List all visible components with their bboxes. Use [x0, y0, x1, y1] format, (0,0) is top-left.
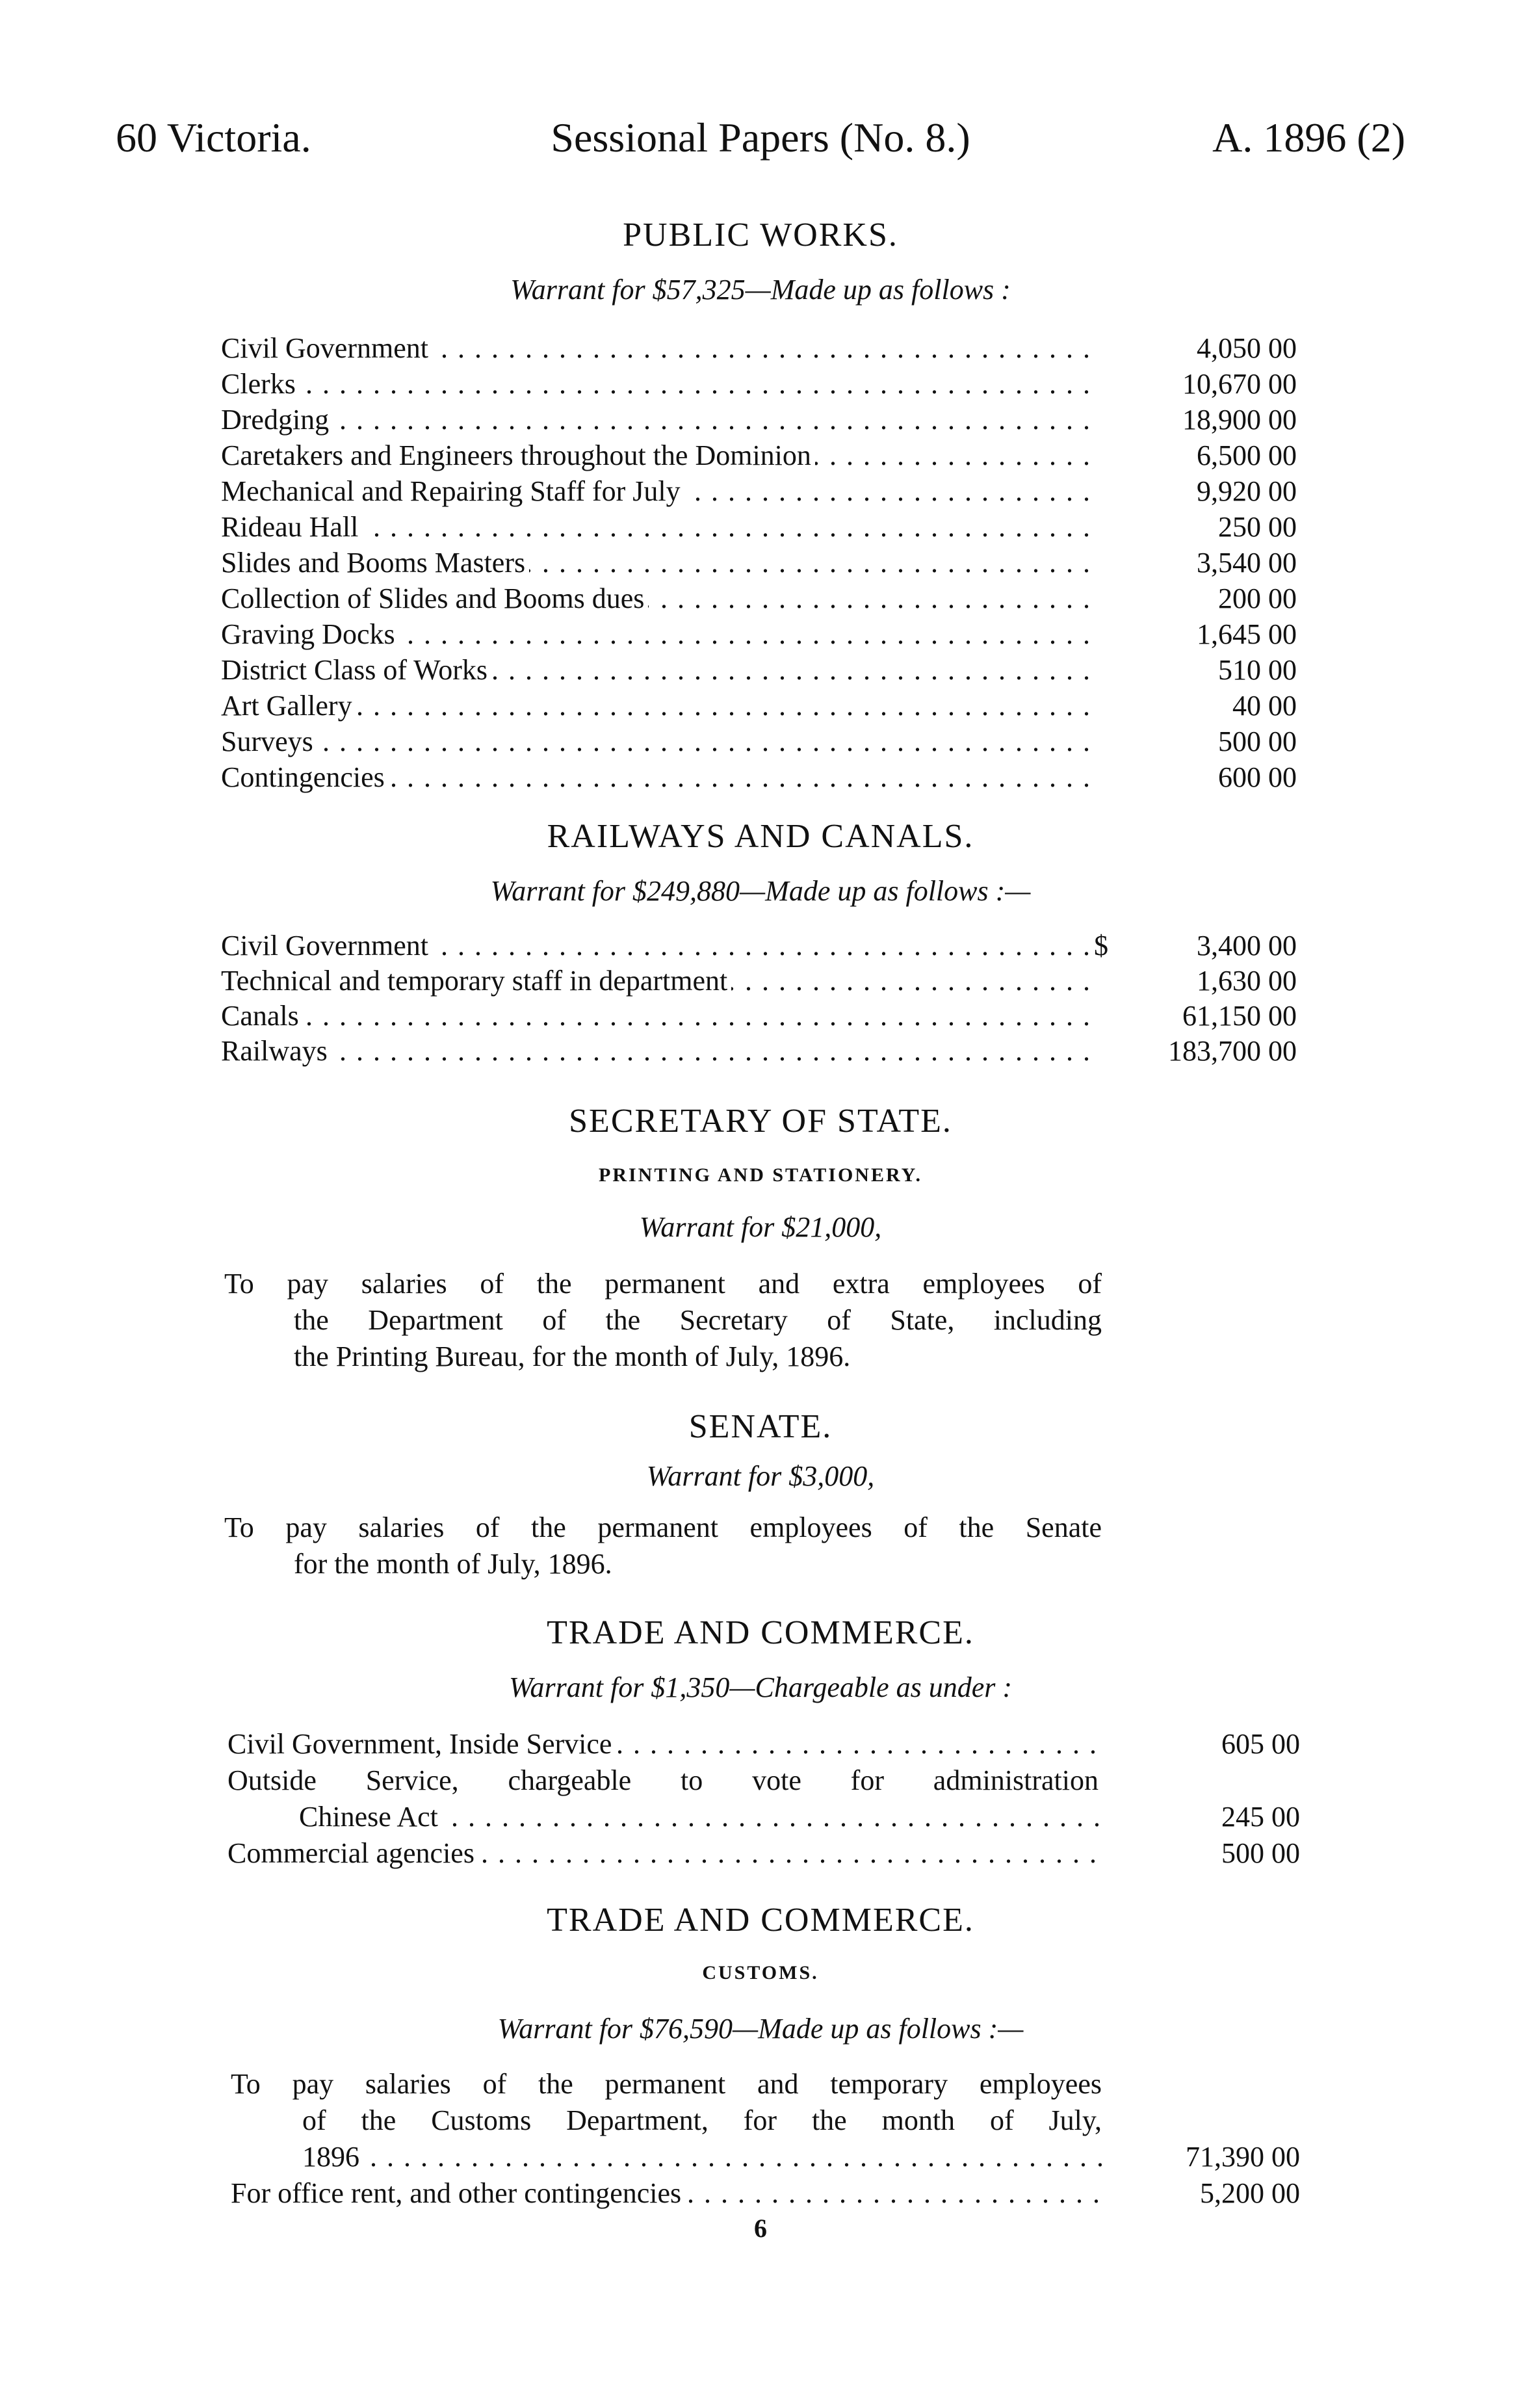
- item-amount: 600 00: [1218, 761, 1297, 793]
- customs-subtitle: CUSTOMS.: [702, 1962, 819, 1983]
- item-amount: 605 00: [1221, 1728, 1300, 1760]
- customs-item-line: To pay salaries of the permanent and temporary employees: [231, 2068, 1102, 2100]
- page-number: 6: [754, 2214, 767, 2243]
- secretary-line: To pay salaries of the permanent and extra employees of: [224, 1268, 1102, 1300]
- item-label: Civil Government: [221, 332, 432, 364]
- item-label: Commercial agencies: [228, 1837, 478, 1869]
- public-works-item: [0, 509, 1521, 545]
- customs-warrant: Warrant for $76,590—Made up as follows :—: [497, 2013, 1024, 2045]
- item-label: Art Gallery: [221, 690, 356, 722]
- public-works-item: [0, 759, 1521, 796]
- public-works-item: [0, 402, 1521, 438]
- header-publication: Sessional Papers (No. 8.): [551, 114, 970, 161]
- item-label: Contingencies: [221, 761, 389, 793]
- item-label: Caretakers and Engineers throughout the Dominion: [221, 439, 815, 471]
- item-amount: 1,645 00: [1197, 618, 1297, 650]
- item-amount: 510 00: [1218, 654, 1297, 686]
- railways-item: [0, 963, 1521, 999]
- item-amount: 183,700 00: [1168, 1035, 1297, 1067]
- item-label: Clerks: [221, 368, 300, 400]
- header-session: 60 Victoria.: [116, 114, 311, 161]
- item-label: Civil Government, Inside Service: [228, 1728, 616, 1760]
- item-amount: 61,150 00: [1182, 1000, 1297, 1032]
- item-label: Slides and Booms Masters: [221, 547, 529, 579]
- public-works-item: [0, 330, 1521, 367]
- item-label: District Class of Works: [221, 654, 491, 686]
- secretary-line: the Printing Bureau, for the month of July, 1896.: [294, 1341, 851, 1372]
- item-label: 1896: [302, 2141, 363, 2173]
- railways-item: [0, 928, 1521, 964]
- item-label: Graving Docks: [221, 618, 399, 650]
- railways-item: [0, 1033, 1521, 1069]
- item-amount: 250 00: [1218, 511, 1297, 543]
- item-label: Collection of Slides and Booms dues: [221, 582, 648, 614]
- secretary-warrant: Warrant for $21,000,: [639, 1211, 882, 1243]
- trade-commerce-item-line: Outside Service, chargeable to vote for administration: [228, 1764, 1098, 1796]
- senate-line: for the month of July, 1896.: [294, 1548, 612, 1580]
- item-amount: 9,920 00: [1197, 475, 1297, 507]
- trade-commerce-item: [0, 1726, 1521, 1762]
- railways-title: RAILWAYS AND CANALS.: [547, 818, 974, 855]
- item-amount: 18,900 00: [1182, 404, 1297, 436]
- header-year: A. 1896 (2): [1212, 114, 1405, 161]
- public-works-item: [0, 545, 1521, 581]
- item-amount: 200 00: [1218, 582, 1297, 614]
- public-works-item: [0, 724, 1521, 760]
- item-label: Civil Government: [221, 930, 432, 962]
- item-label: Technical and temporary staff in department: [221, 965, 731, 997]
- public-works-warrant: Warrant for $57,325—Made up as follows :: [510, 274, 1011, 306]
- trade-commerce-warrant: Warrant for $1,350—Chargeable as under :: [508, 1671, 1013, 1703]
- item-amount: 500 00: [1221, 1837, 1300, 1869]
- senate-warrant: Warrant for $3,000,: [646, 1460, 875, 1492]
- secretary-line: the Department of the Secretary of State, including: [294, 1304, 1102, 1336]
- public-works-item: [0, 688, 1521, 724]
- item-amount: 500 00: [1218, 726, 1297, 757]
- item-amount: 3,540 00: [1197, 547, 1297, 579]
- item-amount: 6,500 00: [1197, 439, 1297, 471]
- public-works-item: [0, 473, 1521, 510]
- item-label: Railways: [221, 1035, 332, 1067]
- item-label: Dredging: [221, 404, 333, 436]
- item-amount: 4,050 00: [1197, 332, 1297, 364]
- item-amount: 40 00: [1232, 690, 1297, 722]
- public-works-item: [0, 581, 1521, 617]
- item-label: Mechanical and Repairing Staff for July: [221, 475, 684, 507]
- public-works-item: [0, 652, 1521, 688]
- customs-item-line: of the Customs Department, for the month of July,: [302, 2104, 1102, 2136]
- item-amount: 10,670 00: [1182, 368, 1297, 400]
- secretary-title: SECRETARY OF STATE.: [569, 1103, 952, 1140]
- item-label: Canals: [221, 1000, 303, 1032]
- item-amount: 1,630 00: [1197, 965, 1297, 997]
- senate-title: SENATE.: [688, 1408, 833, 1445]
- railways-item: [0, 998, 1521, 1034]
- customs-title: TRADE AND COMMERCE.: [547, 1902, 974, 1939]
- item-label: Rideau Hall: [221, 511, 362, 543]
- public-works-title: PUBLIC WORKS.: [623, 216, 898, 254]
- public-works-item: [0, 438, 1521, 474]
- customs-item: [0, 2175, 1521, 2212]
- public-works-item: [0, 366, 1521, 402]
- item-amount: 5,200 00: [1200, 2177, 1300, 2209]
- public-works-item: [0, 616, 1521, 653]
- trade-commerce-title: TRADE AND COMMERCE.: [547, 1614, 974, 1651]
- senate-line: To pay salaries of the permanent employees of the Senate: [224, 1512, 1102, 1543]
- secretary-subtitle: PRINTING AND STATIONERY.: [599, 1164, 922, 1186]
- item-label: Chinese Act: [299, 1801, 442, 1833]
- item-label: Surveys: [221, 726, 317, 757]
- item-amount: 245 00: [1221, 1801, 1300, 1833]
- item-amount: 3,400 00: [1197, 930, 1297, 962]
- item-amount: 71,390 00: [1186, 2141, 1300, 2173]
- currency-symbol: $: [1094, 930, 1108, 962]
- item-label: For office rent, and other contingencies: [231, 2177, 685, 2209]
- trade-commerce-item: [0, 1799, 1521, 1835]
- customs-item: [0, 2139, 1521, 2175]
- trade-commerce-item: [0, 1835, 1521, 1872]
- railways-warrant: Warrant for $249,880—Made up as follows :—: [490, 875, 1031, 907]
